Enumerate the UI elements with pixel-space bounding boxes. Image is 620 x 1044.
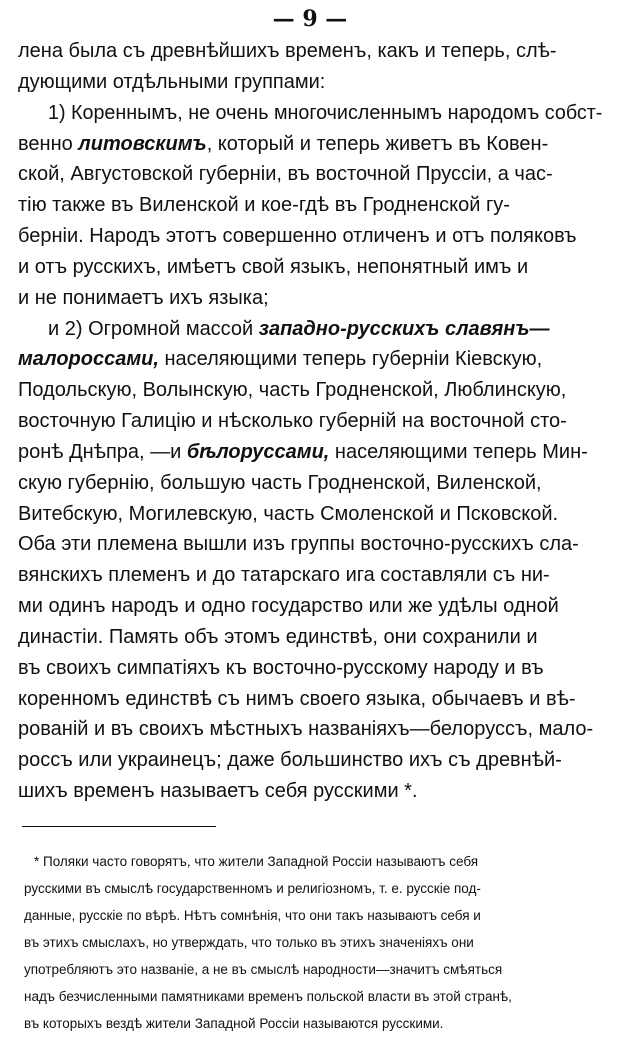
- text-run: , который и теперь живетъ въ Ковен-: [206, 132, 549, 155]
- text-line: восточную Галицію и нѣсколько губерній на восточной сто-: [18, 410, 567, 432]
- footnote-line: въ этихъ смыслахъ, но утверждать, что только въ этихъ значеніяхъ они: [24, 935, 474, 950]
- text-line: [18, 129, 602, 159]
- text-run: ронѣ Днѣпра, —и: [18, 440, 187, 463]
- footnote-line: данные, русскіе по вѣрѣ. Нѣтъ сомнѣнія, что они такъ называютъ себя и: [24, 908, 481, 923]
- text-line: въ своихъ симпатіяхъ къ восточно-русскому народу и въ: [18, 656, 544, 679]
- footnote-line: употребляютъ это названіе, а не въ смыслѣ народности—значитъ смѣяться: [24, 962, 503, 977]
- text-line: династіи. Память объ этомъ единствѣ, они сохранили и: [18, 625, 538, 648]
- page-number: — 9 —: [272, 6, 348, 32]
- text-line: берніи. Народъ этотъ совершенно отличенъ и отъ поляковъ: [18, 225, 577, 247]
- text-line: тію также въ Виленской и кое-гдѣ въ Гродненской гу-: [18, 194, 510, 217]
- text-line: Витебскую, Могилевскую, часть Смоленской и Псковской.: [18, 502, 559, 525]
- text-run: населяющими теперь губерніи Кіевскую,: [158, 348, 543, 371]
- text-line: рованій и въ своихъ мѣстныхъ названіяхъ—белоруссъ, мало-: [18, 718, 594, 741]
- text-line: [18, 437, 602, 467]
- text-run: венно: [18, 132, 79, 155]
- emphasis-text: малороссами,: [18, 348, 159, 371]
- text-run: и 2) Огромной массой: [48, 317, 259, 340]
- text-line: шихъ временъ называетъ себя русскими *.: [18, 780, 418, 802]
- text-line: [48, 314, 602, 344]
- emphasis-text: западно-русскихъ славянъ—: [258, 317, 550, 340]
- text-line: ми одинъ народъ и одно государство или же удѣлы одной: [18, 595, 559, 617]
- text-line: Подольскую, Волынскую, часть Гродненской, Люблинскую,: [18, 379, 567, 402]
- emphasis-text: бѣлоруссами,: [186, 440, 330, 463]
- text-line: россъ или украинецъ; даже большинство ихъ съ древнѣй-: [18, 749, 562, 772]
- text-line: коренномъ единствѣ съ нимъ своего языка, обычаевъ и вѣ-: [18, 687, 576, 710]
- text-line: лена была съ древнѣйшихъ временъ, какъ и теперь, слѣ-: [18, 40, 557, 62]
- footnote-rule: [22, 826, 216, 827]
- text-line: скую губернію, большую часть Гродненской, Виленской,: [18, 471, 542, 494]
- text-line: [18, 344, 602, 374]
- text-run: населяющими теперь Мин-: [329, 440, 588, 463]
- text-line: вянскихъ племенъ и до татарскаго ига составляли съ ни-: [18, 564, 550, 587]
- footnote-line: надъ безчисленными памятниками временъ польской власти въ этой странѣ,: [24, 989, 512, 1004]
- text-line: дующими отдѣльными группами:: [18, 70, 326, 93]
- text-line: 1) Кореннымъ, не очень многочисленнымъ народомъ собст-: [48, 101, 603, 124]
- footnote-line: русскими въ смыслѣ государственномъ и религіозномъ, т. е. русскіе под-: [24, 881, 481, 896]
- footnote-line: въ которыхъ вездѣ жители Западной Россіи называются русскими.: [24, 1016, 444, 1031]
- text-line: и отъ русскихъ, имѣетъ свой языкъ, непонятный имъ и: [18, 255, 529, 278]
- text-line: и не понимаетъ ихъ языка;: [18, 286, 269, 309]
- text-line: Оба эти племена вышли изъ группы восточно-русскихъ сла-: [18, 533, 579, 556]
- emphasis-text: литовскимъ: [78, 132, 207, 155]
- footnote-line: * Поляки часто говорятъ, что жители Западной Россіи называютъ себя: [34, 854, 479, 869]
- text-line: ской, Августовской губерніи, въ восточной Пруссіи, а час-: [18, 163, 553, 186]
